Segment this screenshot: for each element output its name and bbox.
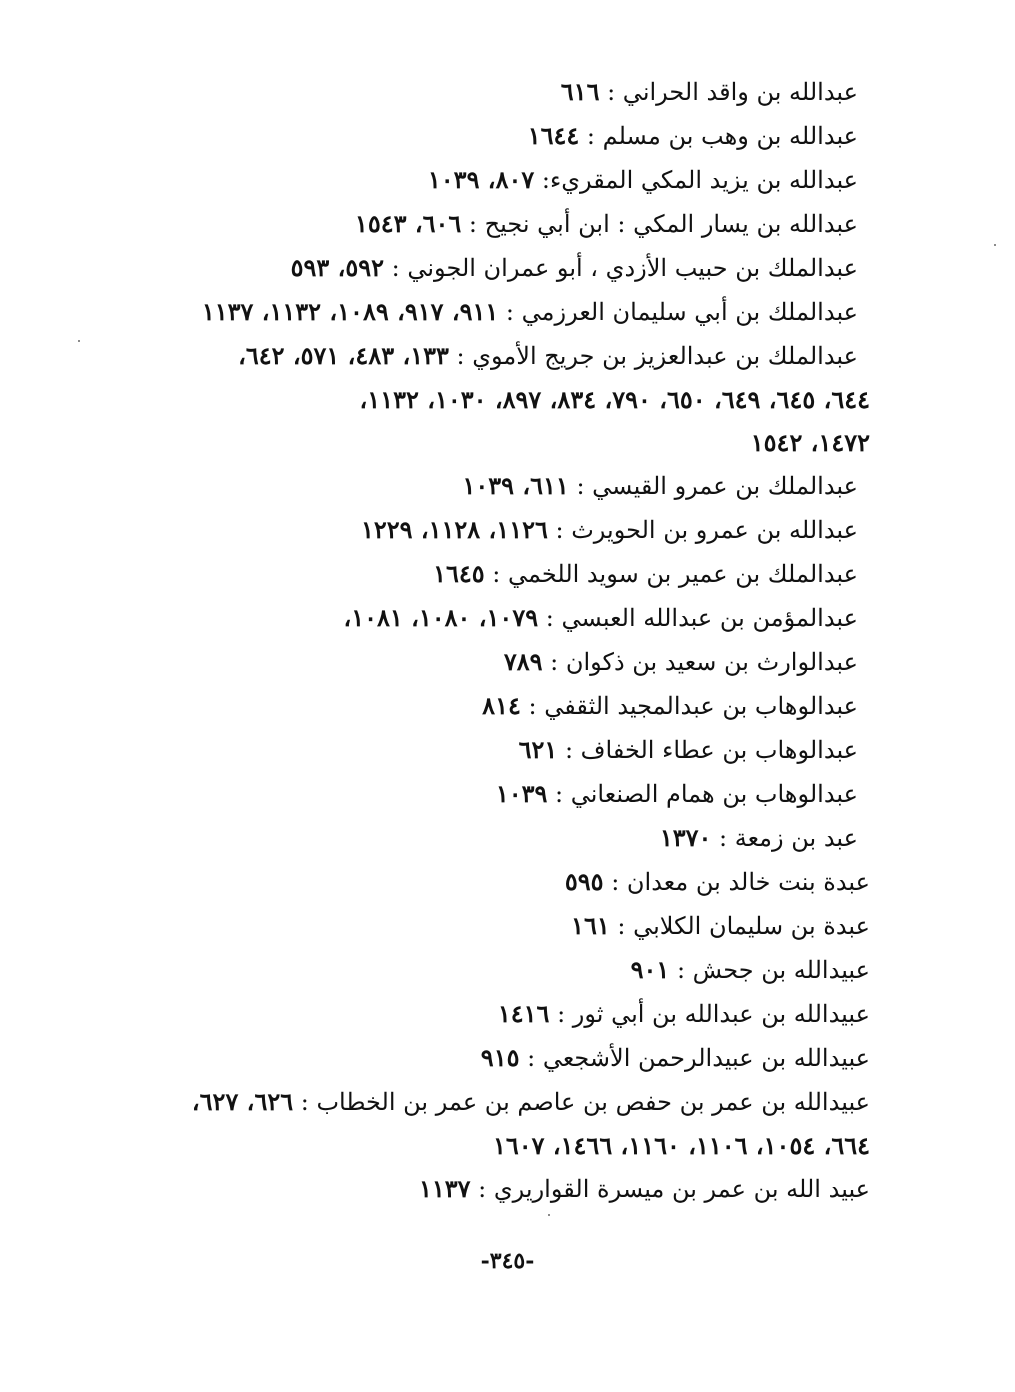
entry-page-refs: ٦٠٦، ١٥٤٣: [354, 209, 462, 238]
index-entries: [150, 70, 870, 1211]
index-entry: [150, 816, 858, 860]
entry-name: عبدالمؤمن بن عبدالله العبسي :: [545, 604, 858, 632]
index-entry: [150, 158, 858, 202]
index-entry: [150, 246, 858, 290]
index-entry: [150, 772, 858, 816]
index-entry: [150, 1167, 870, 1211]
entry-name: عبدالملك بن حبيب الأزدي ، أبو عمران الجوني :: [391, 254, 858, 282]
entry-name: عبدالملك بن أبي سليمان العرزمي :: [505, 298, 858, 326]
entry-page-refs: ٥٩٥: [564, 867, 604, 896]
index-entry: [150, 860, 870, 904]
entry-page-refs: ١٣٣، ٤٨٣، ٥٧١، ٦٤٢،: [238, 341, 449, 370]
index-entry: [150, 334, 858, 378]
entry-name: عبيدالله بن جحش :: [676, 956, 870, 984]
index-entry: [150, 290, 858, 334]
index-entry-continuation: [150, 1124, 870, 1167]
entry-name: عبد بن زمعة :: [719, 824, 858, 852]
entry-name: عبدة بن سليمان الكلابي :: [617, 912, 870, 940]
index-entry: [150, 70, 858, 114]
index-entry: [150, 1036, 870, 1080]
index-entry: [150, 114, 858, 158]
entry-page-refs: ٦١١، ١٠٣٩: [462, 471, 569, 500]
entry-page-refs: ١٦٤٤: [527, 121, 580, 150]
entry-page-refs: ٦٦٤، ١٠٥٤، ١١٠٦، ١١٦٠، ١٤٦٦، ١٦٠٧: [492, 1131, 870, 1160]
entry-name: عبدالله بن يزيد المكي المقريء:: [541, 166, 858, 194]
entry-page-refs: ١١٢٦، ١١٢٨، ١٢٢٩: [360, 515, 548, 544]
entry-name: عبدالله بن واقد الحراني :: [607, 78, 858, 106]
entry-name: عبدالوهاب بن همام الصنعاني :: [555, 780, 858, 808]
page-number: -٣٤٥-: [480, 1248, 535, 1274]
scan-speck: [994, 244, 996, 246]
index-entry: [150, 948, 870, 992]
index-entry: [150, 684, 858, 728]
entry-name: عبيدالله بن عمر بن حفص بن عاصم بن عمر بن الخطاب :: [300, 1088, 870, 1116]
entry-page-refs: ٨١٤: [482, 691, 521, 720]
entry-name: عبدالله بن عمرو بن الحويرث :: [555, 516, 858, 544]
entry-name: عبدالوهاب بن عطاء الخفاف :: [564, 736, 858, 764]
entry-page-refs: ١٦٤٥: [433, 559, 485, 588]
entry-name: عبدالله بن يسار المكي : ابن أبي نجيح :: [468, 210, 858, 238]
index-entry-continuation: [150, 421, 870, 464]
index-entry: [150, 552, 858, 596]
entry-name: عبدالملك بن عمرو القيسي :: [576, 472, 858, 500]
index-entry: [150, 464, 858, 508]
index-entry: [150, 992, 870, 1036]
entry-page-refs: ١٤١٦: [497, 999, 550, 1028]
index-entry: [150, 596, 858, 640]
entry-page-refs: ١٠٣٩: [495, 779, 548, 808]
entry-page-refs: ٧٨٩: [503, 647, 543, 676]
entry-page-refs: ٩٠١: [630, 955, 670, 984]
entry-name: عبيد الله بن عمر بن ميسرة القواريري :: [478, 1175, 870, 1203]
entry-name: عبدالله بن وهب بن مسلم :: [586, 122, 858, 150]
scan-speck: [548, 1214, 550, 1216]
entry-name: عبدالوهاب بن عبدالمجيد الثقفي :: [528, 692, 858, 720]
scan-speck: [78, 340, 80, 342]
entry-page-refs: ٦٢٦، ٦٢٧،: [191, 1087, 294, 1116]
entry-page-refs: ٨٠٧، ١٠٣٩: [427, 165, 535, 194]
entry-page-refs: ١٤٧٢، ١٥٤٢: [750, 428, 870, 457]
entry-name: عبدالملك بن عبدالعزيز بن جريج الأموي :: [456, 342, 858, 370]
entry-page-refs: ٥٩٢، ٥٩٣: [290, 253, 385, 282]
entry-name: عبدالوارث بن سعيد بن ذكوان :: [550, 648, 858, 676]
entry-page-refs: ١٦١: [571, 911, 610, 940]
entry-page-refs: ٦٤٤، ٦٤٥، ٦٤٩، ٦٥٠، ٧٩٠، ٨٣٤، ٨٩٧، ١٠٣٠، ١١٣٢،: [359, 385, 870, 414]
entry-page-refs: ١١٣٧: [418, 1174, 471, 1203]
index-entry: [150, 728, 858, 772]
entry-name: عبدة بنت خالد بن معدان :: [611, 868, 870, 896]
index-entry: [150, 508, 858, 552]
entry-page-refs: ٦١٦: [560, 77, 600, 106]
index-entry: [150, 1080, 870, 1124]
entry-name: عبدالملك بن عمير بن سويد اللخمي :: [492, 560, 858, 588]
index-entry: [150, 640, 858, 684]
entry-name: عبيدالله بن عبدالله بن أبي ثور :: [557, 1000, 870, 1028]
index-entry: [150, 904, 870, 948]
entry-page-refs: ٦٢١: [518, 735, 558, 764]
entry-page-refs: ٩١١، ٩١٧، ١٠٨٩، ١١٣٢، ١١٣٧: [201, 297, 499, 326]
entry-page-refs: ١٣٧٠: [659, 823, 712, 852]
index-entry: [150, 202, 858, 246]
entry-page-refs: ٩١٥: [480, 1043, 520, 1072]
entry-name: عبيدالله بن عبيدالرحمن الأشجعي :: [527, 1044, 870, 1072]
index-entry-continuation: [150, 378, 870, 421]
entry-page-refs: ١٠٧٩، ١٠٨٠، ١٠٨١،: [343, 603, 539, 632]
